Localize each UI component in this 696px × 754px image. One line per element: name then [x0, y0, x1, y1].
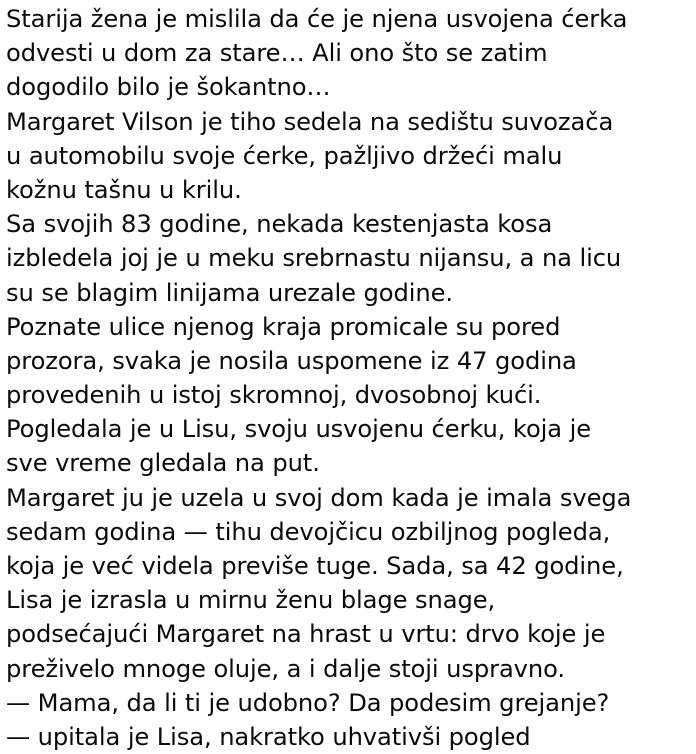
- text-line: Sa svojih 83 godine, nekada kestenjasta kosa: [6, 210, 553, 239]
- text-line: sedam godina — tihu devojčicu ozbiljnog pogleda,: [6, 517, 611, 546]
- text-line: provedenih u istoj skromnoj, dvosobnoj kući.: [6, 381, 542, 410]
- text-line: kožnu tašnu u krilu.: [6, 175, 242, 204]
- text-line: — Mama, da li ti je udobno? Da podesim grejanje?: [6, 688, 610, 717]
- text-line: preživelo mnoge oluje, a i dalje stoji uspravno.: [6, 654, 565, 683]
- text-line: Starija žena je mislila da će je njena usvojena ćerka: [6, 5, 628, 33]
- text-line: odvesti u dom za stare… Ali ono što se zatim: [6, 39, 548, 68]
- text-line: — upitala je Lisa, nakratko uhvativši pogled: [6, 722, 531, 751]
- text-line: sve vreme gledala na put.: [6, 449, 320, 478]
- text-line: prozora, svaka je nosila uspomene iz 47 godina: [6, 346, 577, 375]
- text-line: Margaret ju je uzela u svoj dom kada je imala svega: [6, 483, 632, 512]
- post-text: [6, 2, 696, 754]
- text-line: koja je već videla previše tuge. Sada, sa 42 godine,: [6, 552, 624, 580]
- text-line: dogodilo bilo je šokantno…: [6, 73, 331, 102]
- text-line: Margaret Vilson je tiho sedela na sedištu suvozača: [6, 107, 614, 136]
- text-line: su se blagim linijama urezale godine.: [6, 278, 453, 307]
- text-line: Lisa je izrasla u mirnu ženu blage snage,: [6, 586, 496, 615]
- text-line: Poznate ulice njenog kraja promicale su pored: [6, 312, 561, 341]
- text-line: podsećajući Margaret na hrast u vrtu: drvo koje je: [6, 620, 606, 649]
- text-line: Pogledala je u Lisu, svoju usvojenu ćerku, koja je: [6, 415, 592, 444]
- text-line: u automobilu svoje ćerke, pažljivo držeći malu: [6, 141, 563, 170]
- text-line: izbledela joj je u meku srebrnastu nijansu, a na licu: [6, 244, 622, 273]
